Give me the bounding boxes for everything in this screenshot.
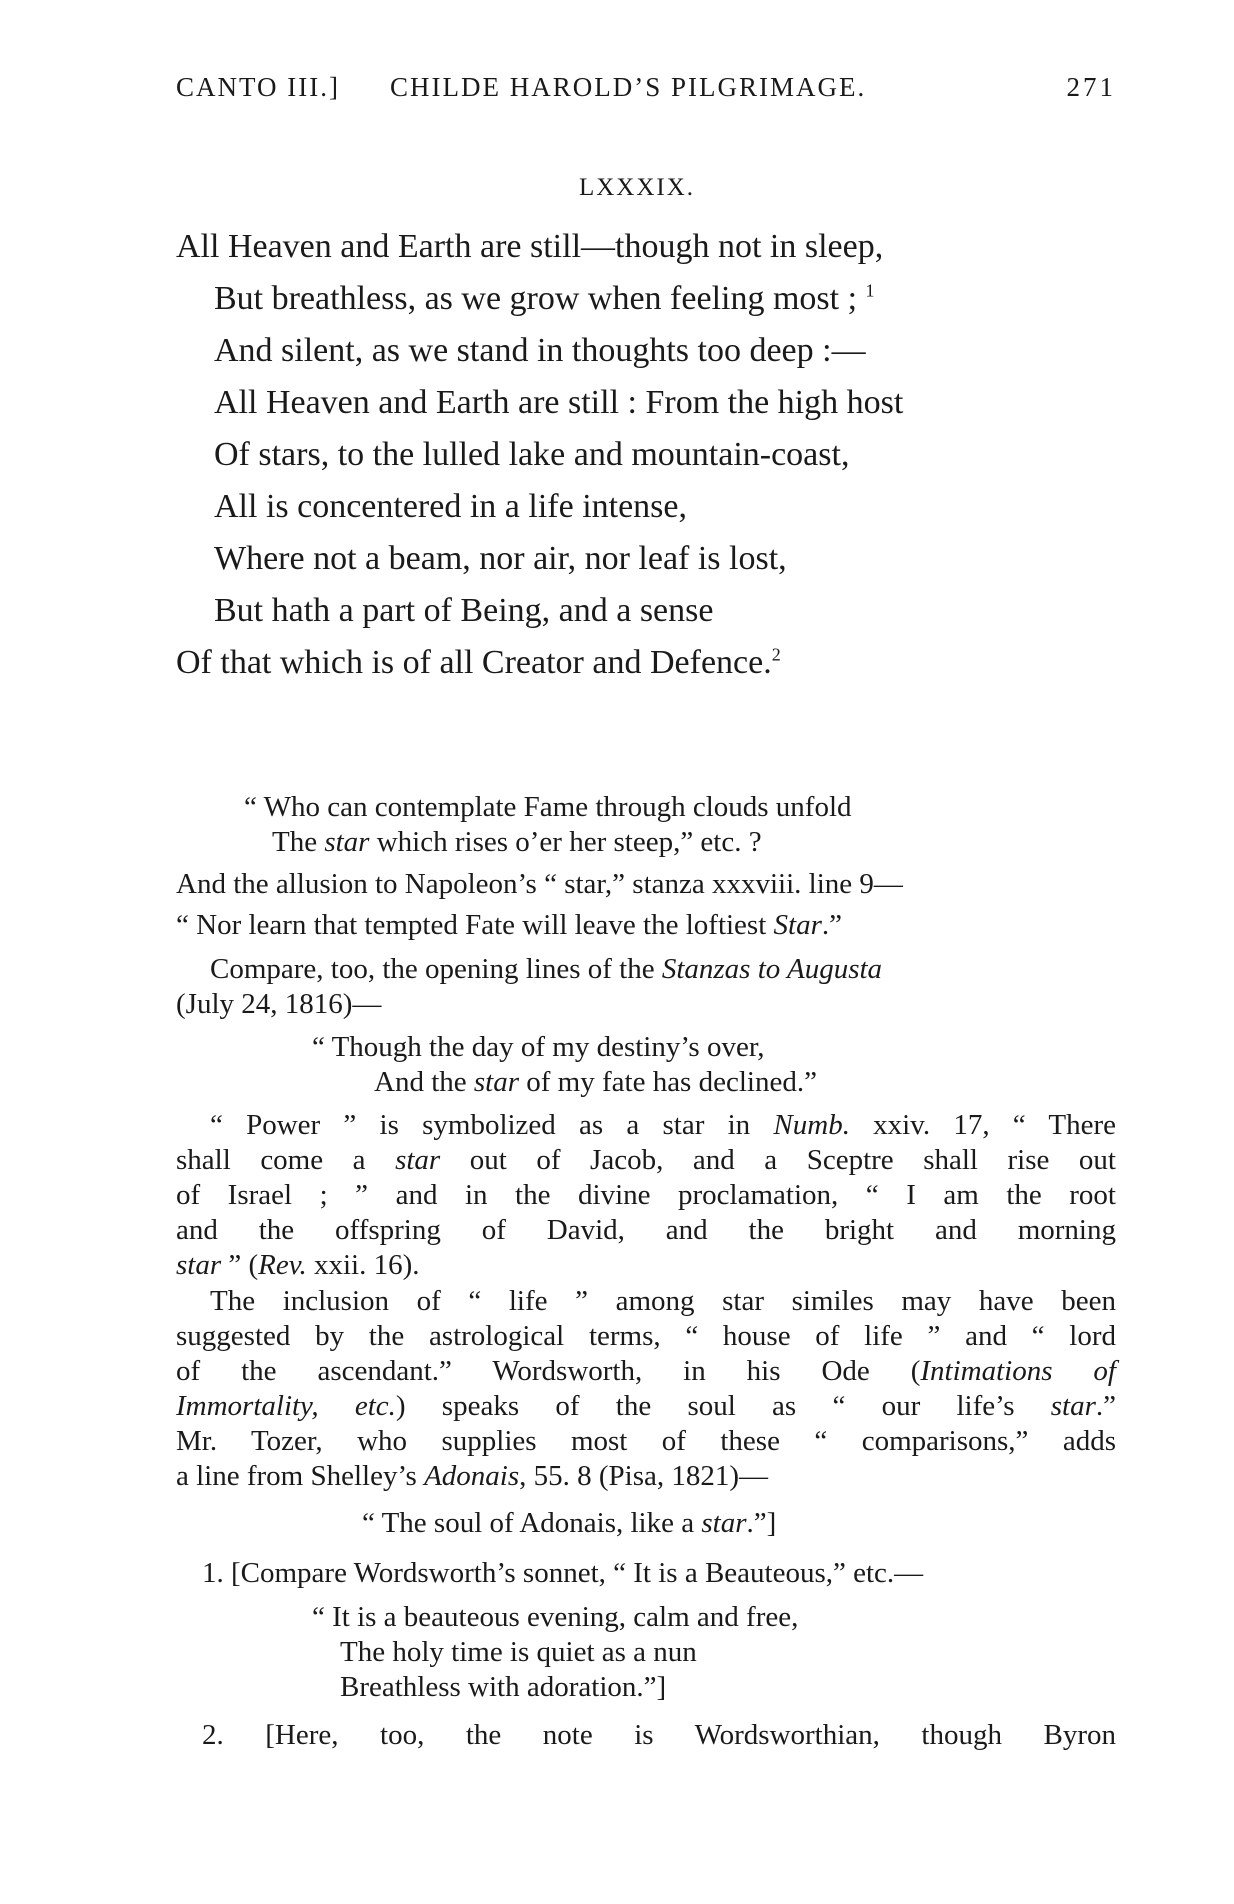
footnote-1: 1. [Compare Wordsworth’s sonnet, “ It is a Beauteous,” etc.— [202,1557,924,1589]
page-number: 271 [1066,72,1116,102]
poem-line: And silent, as we stand in thoughts too deep :— [214,332,866,369]
running-head [176,72,1116,112]
canto-label: CANTO III.] [176,72,340,102]
book-title: CHILDE HAROLD’S PILGRIMAGE. [390,72,867,102]
note-line: of Israel ; ” and in the divine proclamation, “ I am the root [176,1179,1116,1211]
poem-line: All Heaven and Earth are still—though not in sleep, [176,228,884,265]
note-line: “ It is a beauteous evening, calm and free, [312,1601,799,1633]
poem-line: But breathless, as we grow when feeling most ; $^1$ [214,280,875,317]
note-line: Immortality, etc.) speaks of the soul as “ our life’s star.” [176,1390,1116,1422]
note-line: suggested by the astrological terms, “ house of life ” and “ lord [176,1320,1116,1352]
note-line: “ Power ” is symbolized as a star in Numb. xxiv. 17, “ There [210,1109,1117,1141]
footnote-number: 2. [202,1719,224,1751]
footnote-ref: 2 [771,644,781,665]
note-line: “ Who can contemplate Fame through clouds unfold [244,791,852,823]
footnote-ref: 1 [865,280,875,301]
note-line: and the offspring of David, and the bright and morning [176,1214,1116,1246]
poem-line: Of that which is of all Creator and Defence.$^2$ [176,644,781,681]
footnote-number: 1. [202,1557,224,1589]
footnote-2: 2. [Here, too, the note is Wordsworthian, though Byron [202,1719,1116,1751]
note-line: “ Though the day of my destiny’s over, [312,1031,765,1063]
note-line: shall come a star out of Jacob, and a Sceptre shall rise out [176,1144,1116,1176]
note-line: “ The soul of Adonais, like a star.”] [362,1507,777,1539]
poem-line: All is concentered in a life intense, [214,488,687,525]
note-line: And the allusion to Napoleon’s “ star,” stanza xxxviii. line 9— [176,868,903,900]
note-line: Compare, too, the opening lines of the Stanzas to Augusta [210,953,883,985]
note-line: The inclusion of “ life ” among star similes may have been [210,1285,1116,1317]
note-line: The holy time is quiet as a nun [340,1636,697,1668]
note-line: a line from Shelley’s Adonais, 55. 8 (Pisa, 1821)— [176,1460,769,1492]
note-line: “ Nor learn that tempted Fate will leave the loftiest Star.” [176,909,842,941]
note-line: star ” (Rev. xxii. 16). [176,1249,420,1281]
note-line: (July 24, 1816)— [176,988,382,1020]
note-line: Mr. Tozer, who supplies most of these “ comparisons,” adds [176,1425,1116,1457]
note-line: Breathless with adoration.”] [340,1671,667,1703]
note-line: And the star of my fate has declined.” [374,1066,817,1098]
poem-line: Where not a beam, nor air, nor leaf is lost, [214,540,787,577]
note-line: The star which rises o’er her steep,” etc. ? [272,826,762,858]
poem-line: All Heaven and Earth are still : From the high host [214,384,904,421]
poem-line: But hath a part of Being, and a sense [214,592,714,629]
note-line: of the ascendant.” Wordsworth, in his Ode (Intimations of [176,1355,1116,1387]
stanza-number: LXXXIX. [578,174,696,201]
poem-line: Of stars, to the lulled lake and mountain-coast, [214,436,850,473]
